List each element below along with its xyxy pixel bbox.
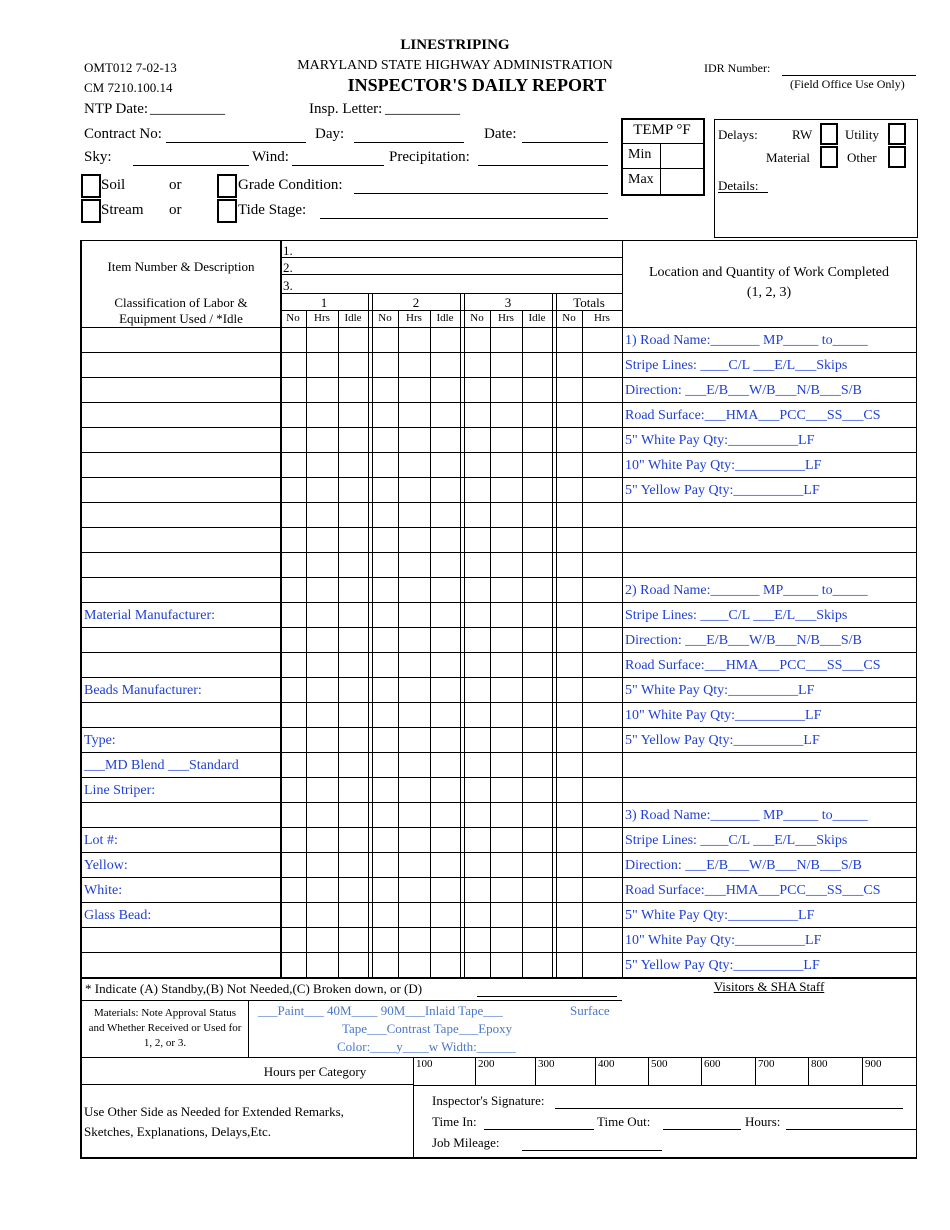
delay-details-label: Details: <box>718 178 759 193</box>
signature-label: Inspector's Signature: <box>432 1093 545 1108</box>
materials-surface: Surface <box>570 1003 610 1018</box>
cm-code: CM 7210.100.14 <box>84 80 173 95</box>
indicate-note: * Indicate (A) Standby,(B) Not Needed,(C) Broken down, or (D) <box>85 981 423 996</box>
subheader-idle-8: Idle <box>528 312 546 324</box>
grade-condition-field[interactable] <box>354 193 608 194</box>
insp-letter-field[interactable]: __________ <box>385 101 460 117</box>
group-1-header: 1 <box>320 295 328 310</box>
delay-other-label: Other <box>847 150 877 165</box>
soil-label: Soil <box>101 177 126 193</box>
hour-tick-9: 900 <box>865 1058 882 1070</box>
day-label: Day: <box>315 126 345 142</box>
or-label-2: or <box>169 202 182 218</box>
insp-letter-label: Insp. Letter: <box>309 101 383 117</box>
materials-line-1[interactable]: ___Paint___ 40M____ 90M___Inlaid Tape___ <box>258 1003 503 1018</box>
work-row-23[interactable]: Road Surface:___HMA___PCC___SS___CS <box>625 883 881 898</box>
work-row-15[interactable]: 5" White Pay Qty:__________LF <box>625 683 815 698</box>
item-desc-header: Item Number & Description <box>107 259 255 274</box>
stream-checkbox[interactable] <box>81 199 101 223</box>
materials-note-3: 1, 2, or 3. <box>143 1037 187 1049</box>
grade-condition-label: Grade Condition: <box>238 177 343 193</box>
labor-row-17[interactable]: Type: <box>84 733 116 748</box>
totals-header: Totals <box>573 295 605 310</box>
labor-row-18[interactable]: ___MD Blend ___Standard <box>84 758 239 773</box>
work-row-26[interactable]: 5" Yellow Pay Qty:__________LF <box>625 958 820 973</box>
agency-name: MARYLAND STATE HIGHWAY ADMINISTRATION <box>297 58 613 73</box>
item-line-1[interactable]: 1. <box>283 243 293 258</box>
temp-max-label: Max <box>628 172 654 187</box>
hour-tick-8: 800 <box>811 1058 828 1070</box>
time-out-label: Time Out: <box>597 1114 651 1129</box>
work-row-6[interactable]: 10" White Pay Qty:__________LF <box>625 458 822 473</box>
subheader-idle-2: Idle <box>344 312 362 324</box>
labor-row-12[interactable]: Material Manufacturer: <box>84 608 215 623</box>
work-row-24[interactable]: 5" White Pay Qty:__________LF <box>625 908 815 923</box>
group-3-header: 3 <box>504 295 512 310</box>
job-mileage-field[interactable] <box>522 1150 662 1151</box>
work-row-22[interactable]: Direction: ___E/B___W/B___N/B___S/B <box>625 858 862 873</box>
contract-no-field[interactable] <box>166 142 306 143</box>
subheader-hrs-10: Hrs <box>594 312 610 324</box>
wind-field[interactable] <box>292 165 384 166</box>
hours-field[interactable] <box>786 1129 916 1130</box>
hour-tick-2: 200 <box>478 1058 495 1070</box>
work-row-25[interactable]: 10" White Pay Qty:__________LF <box>625 933 822 948</box>
labor-row-19[interactable]: Line Striper: <box>84 783 156 798</box>
time-in-label: Time In: <box>432 1114 477 1129</box>
location-subheader: (1, 2, 3) <box>746 285 792 300</box>
item-line-2[interactable]: 2. <box>283 260 293 275</box>
precipitation-label: Precipitation: <box>389 149 470 165</box>
delay-utility-label: Utility <box>845 127 879 142</box>
form-title-top: LINESTRIPING <box>400 37 510 53</box>
page-title: INSPECTOR'S DAILY REPORT <box>347 75 607 95</box>
subheader-no-9: No <box>562 312 576 324</box>
ntp-date-field[interactable]: __________ <box>150 101 225 117</box>
temp-min-label: Min <box>628 147 652 162</box>
work-row-21[interactable]: Stripe Lines: ____C/L ___E/L___Skips <box>625 833 848 848</box>
hour-tick-1: 100 <box>416 1058 433 1070</box>
date-label: Date: <box>484 126 517 142</box>
subheader-no-3: No <box>378 312 392 324</box>
labor-row-21[interactable]: Lot #: <box>84 833 118 848</box>
work-row-20[interactable]: 3) Road Name:_______ MP_____ to_____ <box>625 808 868 823</box>
indicate-other-field[interactable] <box>477 996 617 997</box>
form-code: OMT012 7-02-13 <box>84 60 177 75</box>
or-label-1: or <box>169 177 182 193</box>
labor-row-15[interactable]: Beads Manufacturer: <box>84 683 202 698</box>
hour-tick-3: 300 <box>538 1058 555 1070</box>
work-row-7[interactable]: 5" Yellow Pay Qty:__________LF <box>625 483 820 498</box>
work-row-4[interactable]: Road Surface:___HMA___PCC___SS___CS <box>625 408 881 423</box>
group-2-header: 2 <box>412 295 420 310</box>
subheader-hrs-1: Hrs <box>314 312 330 324</box>
idr-label: IDR Number: <box>704 61 771 75</box>
signature-field[interactable] <box>555 1108 903 1109</box>
tide-stage-field[interactable] <box>320 218 608 219</box>
hour-tick-4: 400 <box>598 1058 615 1070</box>
subheader-hrs-4: Hrs <box>406 312 422 324</box>
subheader-no-6: No <box>470 312 484 324</box>
precipitation-field[interactable] <box>478 165 608 166</box>
delay-rw-label: RW <box>792 127 813 142</box>
subheader-idle-5: Idle <box>436 312 454 324</box>
location-header: Location and Quantity of Work Completed <box>648 265 890 280</box>
work-row-12[interactable]: Stripe Lines: ____C/L ___E/L___Skips <box>625 608 848 623</box>
delay-material-label: Material <box>766 150 811 165</box>
labor-row-23[interactable]: White: <box>84 883 123 898</box>
tide-checkbox[interactable] <box>217 199 237 223</box>
wind-label: Wind: <box>252 149 289 165</box>
hours-label: Hours: <box>745 1114 781 1129</box>
idr-number-field[interactable] <box>782 75 916 76</box>
temp-title: TEMP °F <box>633 122 691 138</box>
work-row-11[interactable]: 2) Road Name:_______ MP_____ to_____ <box>625 583 868 598</box>
delay-utility-checkbox[interactable] <box>888 123 906 145</box>
soil-checkbox[interactable] <box>81 174 101 198</box>
labor-row-22[interactable]: Yellow: <box>84 858 128 873</box>
materials-line-3[interactable]: Color:____y____w Width:______ <box>337 1039 516 1054</box>
work-row-14[interactable]: Road Surface:___HMA___PCC___SS___CS <box>625 658 881 673</box>
time-in-field[interactable] <box>484 1129 594 1130</box>
item-line-3[interactable]: 3. <box>283 278 293 293</box>
day-field[interactable] <box>354 142 464 143</box>
classification-header-2: Equipment Used / *Idle <box>119 311 243 326</box>
classification-header-1: Classification of Labor & <box>114 295 248 310</box>
field-office-note: (Field Office Use Only) <box>790 77 905 91</box>
time-out-field[interactable] <box>663 1129 741 1130</box>
work-row-3[interactable]: Direction: ___E/B___W/B___N/B___S/B <box>625 383 862 398</box>
delays-label: Delays: <box>718 127 758 142</box>
work-row-13[interactable]: Direction: ___E/B___W/B___N/B___S/B <box>625 633 862 648</box>
sky-field[interactable] <box>133 165 249 166</box>
stream-label: Stream <box>101 202 144 218</box>
work-row-1[interactable]: 1) Road Name:_______ MP_____ to_____ <box>625 333 868 348</box>
grade-checkbox[interactable] <box>217 174 237 198</box>
hours-per-category-label: Hours per Category <box>263 1064 367 1079</box>
labor-row-24[interactable]: Glass Bead: <box>84 908 152 923</box>
tide-stage-label: Tide Stage: <box>238 202 307 218</box>
use-other-side-2: Sketches, Explanations, Delays,Etc. <box>84 1124 272 1139</box>
materials-note-1: Materials: Note Approval Status <box>93 1007 237 1019</box>
work-row-16[interactable]: 10" White Pay Qty:__________LF <box>625 708 822 723</box>
contract-no-label: Contract No: <box>84 126 162 142</box>
work-row-17[interactable]: 5" Yellow Pay Qty:__________LF <box>625 733 820 748</box>
subheader-hrs-7: Hrs <box>498 312 514 324</box>
hour-tick-5: 500 <box>651 1058 668 1070</box>
ntp-date-label: NTP Date: <box>84 101 149 117</box>
date-field[interactable] <box>522 142 608 143</box>
delay-rw-checkbox[interactable] <box>820 123 838 145</box>
materials-line-2[interactable]: Tape___Contrast Tape___Epoxy <box>342 1021 513 1036</box>
use-other-side-1: Use Other Side as Needed for Extended Remarks, <box>84 1104 344 1119</box>
materials-note-2: and Whether Received or Used for <box>88 1022 242 1034</box>
delay-material-checkbox[interactable] <box>820 146 838 168</box>
subheader-no-0: No <box>286 312 300 324</box>
delay-other-checkbox[interactable] <box>888 146 906 168</box>
visitors-header: Visitors & SHA Staff <box>713 979 825 994</box>
work-row-5[interactable]: 5" White Pay Qty:__________LF <box>625 433 815 448</box>
job-mileage-label: Job Mileage: <box>432 1135 500 1150</box>
work-row-2[interactable]: Stripe Lines: ____C/L ___E/L___Skips <box>625 358 848 373</box>
sky-label: Sky: <box>84 149 112 165</box>
hour-tick-7: 700 <box>758 1058 775 1070</box>
hour-tick-6: 600 <box>704 1058 721 1070</box>
